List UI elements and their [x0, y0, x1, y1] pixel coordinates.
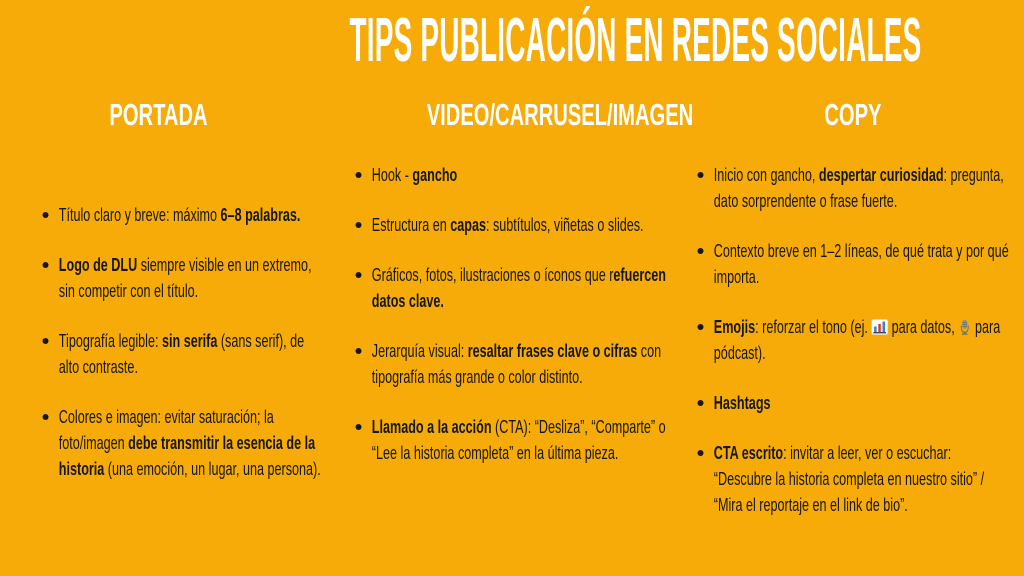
columns-container — [0, 98, 1024, 542]
list-item — [355, 212, 669, 238]
list-item — [697, 440, 1011, 518]
text: Tipografía legible: — [58, 331, 162, 351]
column-video-carrusel-imagen — [355, 97, 694, 542]
text: (sans serif), de alto contraste. — [58, 331, 305, 377]
text: para datos, — [887, 317, 958, 337]
bold-text: debe transmitir la esencia de la historia — [58, 433, 316, 479]
list-item — [697, 390, 1011, 416]
bar-chart-emoji — [871, 319, 888, 335]
list-item — [355, 162, 669, 188]
column-header-label: PORTADA — [109, 97, 208, 132]
bold-text: CTA escrito — [713, 443, 783, 463]
bullet-list-copy — [697, 162, 1011, 518]
page-title-text: TIPS PUBLICACIÓN EN REDES SOCIALES — [349, 6, 922, 75]
column-header-label: COPY — [824, 97, 882, 132]
bold-text: Emojis — [713, 317, 755, 337]
list-item — [42, 404, 328, 482]
text: Colores e imagen: evitar saturación; la foto/imagen — [58, 407, 274, 453]
bullet-list-portada — [42, 202, 328, 482]
column-copy — [697, 98, 1010, 542]
list-item — [355, 414, 669, 466]
bullet-list-video-carrusel-imagen — [355, 162, 669, 466]
bold-text: gancho — [412, 165, 458, 185]
list-item — [42, 202, 328, 228]
column-header-copy — [697, 98, 1010, 132]
text: : subtítulos, viñetas o slides. — [486, 215, 644, 235]
bold-text: Hashtags — [713, 393, 771, 413]
text: Inicio con gancho, — [713, 165, 819, 185]
list-item — [355, 262, 669, 314]
page-header — [0, 6, 1024, 75]
bold-text: Logo de DLU — [58, 255, 138, 275]
text: Hook - — [372, 165, 413, 185]
list-item — [697, 314, 1011, 366]
text: : reforzar el tono (ej. — [754, 317, 872, 337]
text: : pregunta, dato sorprendente o frase fuerte. — [713, 165, 1004, 211]
text: Título claro y breve: máximo — [58, 205, 221, 225]
bold-text: sin serifa — [161, 331, 218, 351]
bold-text: resaltar frases clave o cifras — [468, 341, 638, 361]
text: con tipografía más grande o color distinto. — [372, 341, 662, 387]
bold-text: efuercen datos clave. — [372, 265, 667, 311]
microphone-emoji — [958, 319, 971, 335]
text: Estructura en — [372, 215, 451, 235]
bold-text: despertar curiosidad — [818, 165, 944, 185]
column-portada — [14, 98, 327, 542]
list-item — [697, 238, 1011, 290]
text: (una emoción, un lugar, una persona). — [104, 459, 321, 479]
text: Contexto breve en 1–2 líneas, de qué trata y por qué importa. — [713, 241, 1009, 287]
text: (CTA): “Desliza”, “Comparte” o “Lee la historia completa” en la última pieza. — [372, 417, 666, 463]
text: siempre visible en un extremo, sin competir con el título. — [58, 255, 312, 301]
text: Gráficos, fotos, ilustraciones o íconos que r — [372, 265, 614, 285]
text: : invitar a leer, ver o escuchar: “Descubre la historia completa en nuestro sitio” / “Mira el reportaje en el link de bio”. — [713, 443, 984, 515]
list-item — [42, 328, 328, 380]
list-item — [697, 162, 1011, 214]
bold-text: 6–8 palabras. — [220, 205, 301, 225]
column-header-portada — [16, 98, 301, 132]
text: para pódcast). — [713, 317, 1000, 363]
list-item — [355, 338, 669, 390]
page-title — [0, 6, 1024, 75]
bold-text: capas — [450, 215, 487, 235]
text: Jerarquía visual: — [372, 341, 469, 361]
column-header-video-carrusel-imagen — [355, 97, 694, 132]
list-item — [42, 252, 328, 304]
column-header-label: VIDEO/CARRUSEL/IMAGEN — [427, 97, 694, 132]
bold-text: Llamado a la acción — [372, 417, 492, 437]
